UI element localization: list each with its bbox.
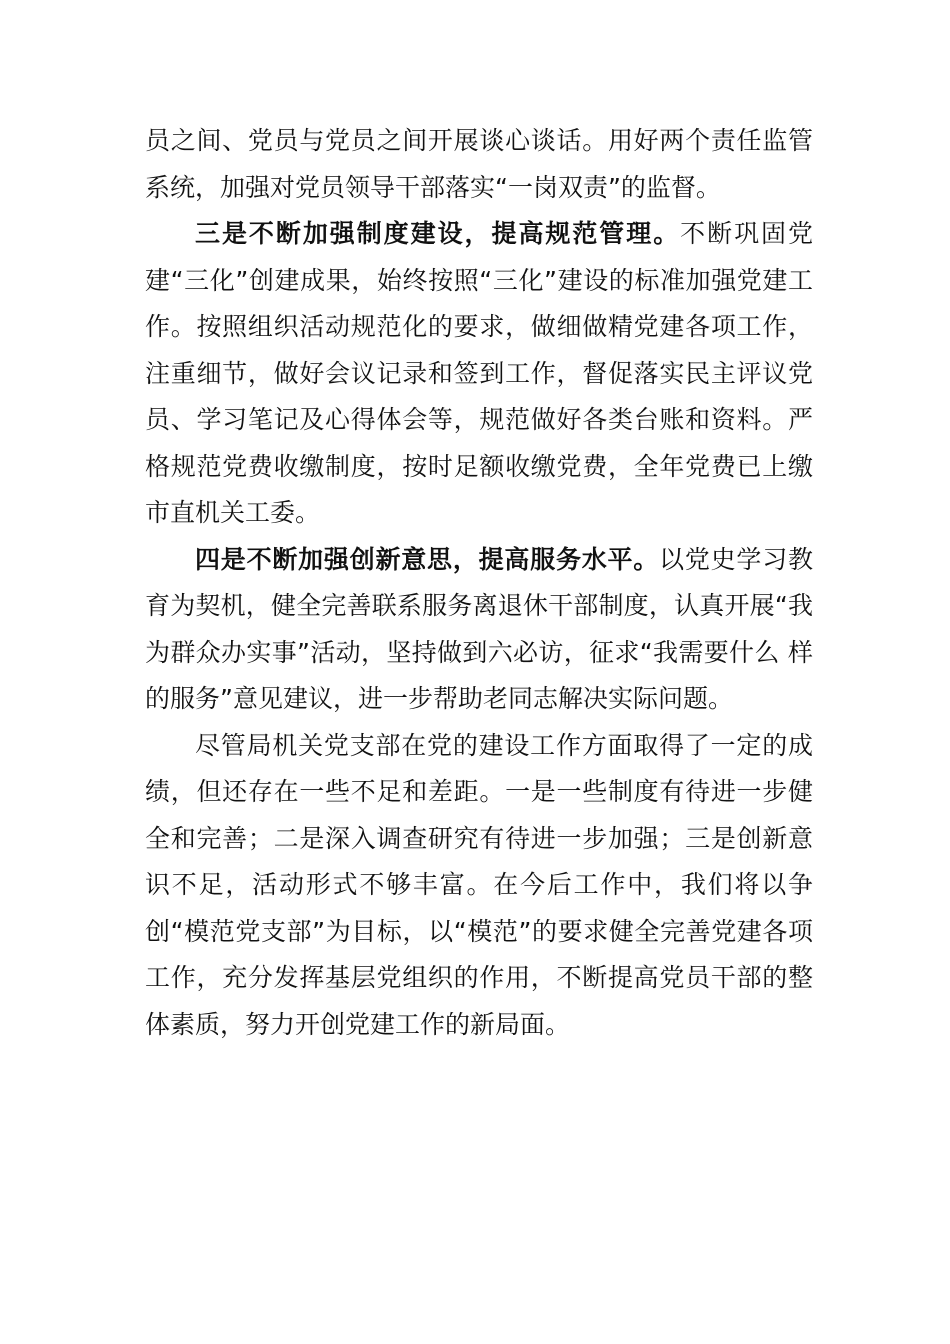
paragraph-text: 尽管局机关党支部在党的建设工作方面取得了一定的成绩，但还存在一些不足和差距。一是一些制度有待进一步健全和完善；二是深入调查研究有待进一步加强；三是创新意识不足，活动形式不够丰富。在今后工作中，我们将以争创“模范党支部”为目标，以“模范”的要求健全完善党建各项工作，充分发挥基层党组织的作用，不断提高党员干部的整体素质，努力开创党建工作的新局面。 [145, 730, 813, 1039]
paragraph-heading: 四是不断加强创新意思，提高服务水平。 [195, 544, 660, 574]
paragraph-continuation [145, 118, 813, 211]
document-body [145, 118, 813, 1048]
paragraph-text: 员之间、党员与党员之间开展谈心谈话。用好两个责任监管系统，加强对党员领导干部落实“一岗双责”的监督。 [145, 126, 813, 202]
paragraph-text: 不断巩固党建“三化”创建成果，始终按照“三化”建设的标准加强党建工作。按照组织活动规范化的要求，做细做精党建各项工作， 注重细节，做好会议记录和签到工作，督促落实民主评议党员、学习笔记及心得体会等，规范做好各类台账和资料。严格规范党费收缴制度，按时足额收缴党费，全年党费已上缴市直机关工委。 [145, 219, 813, 527]
paragraph-text: 以党史学习教育为契机，健全完善联系服务离退休干部制度，认真开展“我 为群众办实事”活动，坚持做到六必访，征求“我需要什么 样的服务”意见建议，进一步帮助老同志解决实际问题。 [145, 544, 813, 713]
paragraph-system-building [145, 211, 813, 537]
paragraph-shortcomings [145, 723, 813, 1049]
paragraph-heading: 三是不断加强制度建设，提高规范管理。 [195, 219, 681, 248]
paragraph-innovation [145, 537, 813, 723]
